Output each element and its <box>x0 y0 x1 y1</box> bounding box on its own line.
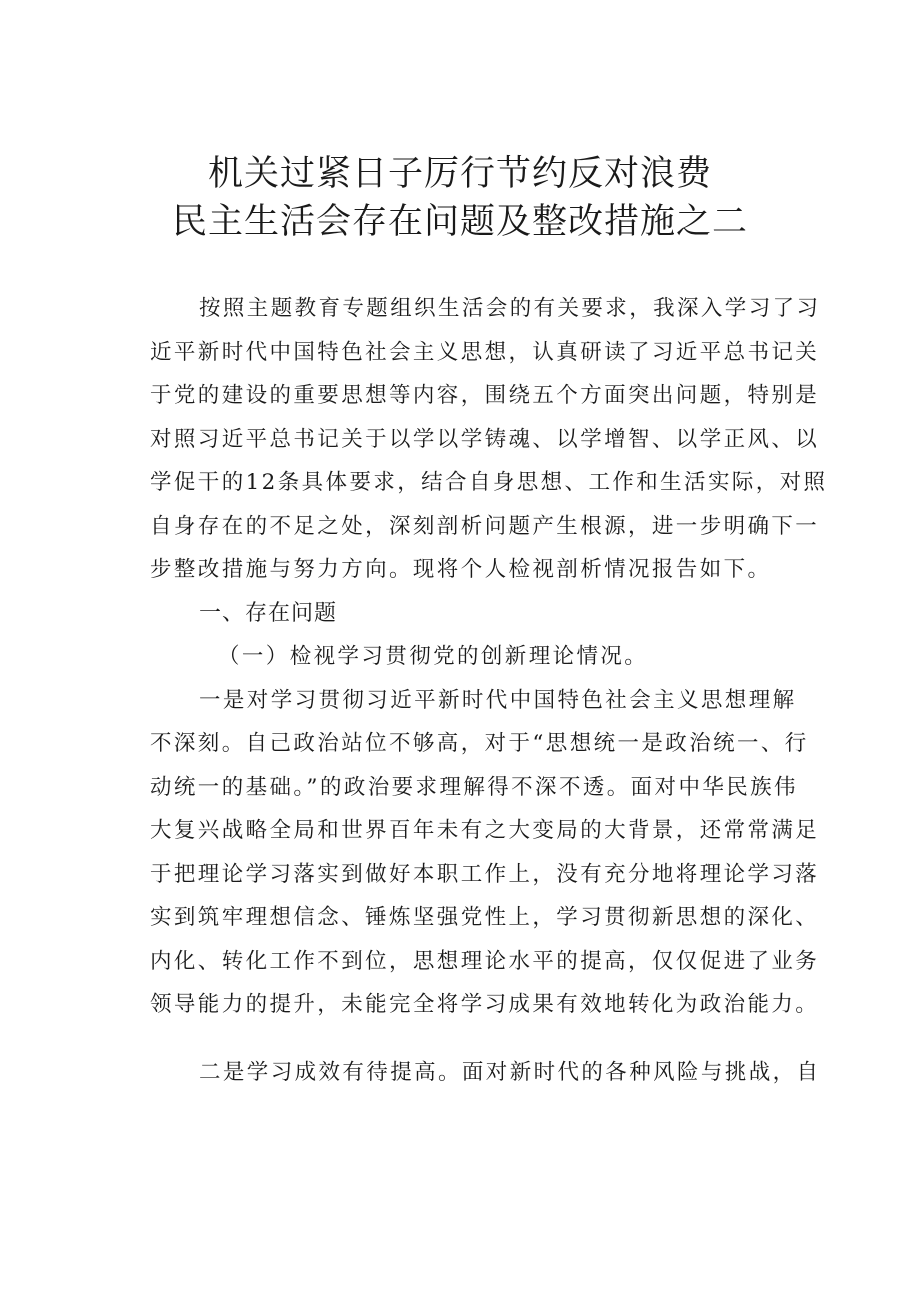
subsection-heading: （一）检视学习贯彻党的创新理论情况。 <box>218 644 649 669</box>
paragraph-line: 于党的建设的重要思想等内容，围绕五个方面突出问题，特别是 <box>150 383 820 408</box>
title-line-2: 民主生活会存在问题及整改措施之二 <box>171 202 748 242</box>
paragraph-line: 二是学习成效有待提高。面对新时代的各种风险与挑战，自 <box>199 1059 821 1085</box>
paragraph-line: 动统一的基础。”的政治要求理解得不深不透。面对中华民族伟 <box>150 774 798 800</box>
paragraph-line: 于把理论学习落实到做好本职工作上，没有充分地将理论学习落 <box>150 861 820 887</box>
paragraph-line: 学促干的12条具体要求，结合自身思想、工作和生活实际，对照 <box>150 470 828 495</box>
paragraph-line: 不深刻。自己政治站位不够高，对于“思想统一是政治统一、行 <box>150 731 809 756</box>
paragraph-line: 步整改措施与努力方向。现将个人检视剖析情况报告如下。 <box>150 557 772 582</box>
paragraph-line: 对照习近平总书记关于以学以学铸魂、以学增智、以学正风、以 <box>150 426 820 452</box>
document-title <box>0 150 920 246</box>
document-body <box>150 287 828 1094</box>
paragraph-line: 内化、转化工作不到位，思想理论水平的提高，仅仅促进了业务 <box>150 948 820 974</box>
paragraph-line: 按照主题教育专题组织生活会的有关要求，我深入学习了习 <box>199 296 821 321</box>
paragraph-line: 实到筑牢理想信念、锤炼坚强党性上，学习贯彻新思想的深化、 <box>150 905 820 930</box>
paragraph-gap <box>150 1027 800 1051</box>
paragraph-line: 领导能力的提升，未能完全将学习成果有效地转化为政治能力。 <box>150 992 820 1017</box>
paragraph-line: 自身存在的不足之处，深刻剖析问题产生根源，进一步明确下一 <box>150 513 820 539</box>
paragraph-line: 一是对学习贯彻习近平新时代中国特色社会主义思想理解 <box>199 687 797 713</box>
section-heading: 一、存在问题 <box>199 600 338 626</box>
point-one-paragraph <box>150 679 820 1027</box>
intro-paragraph <box>150 287 828 592</box>
point-two-paragraph <box>150 1051 821 1095</box>
paragraph-line: 大复兴战略全局和世界百年未有之大变局的大背景，还常常满足 <box>150 818 820 843</box>
paragraph-line: 近平新时代中国特色社会主义思想，认真研读了习近平总书记关 <box>150 339 820 365</box>
title-line-1: 机关过紧日子厉行节约反对浪费 <box>207 154 712 194</box>
